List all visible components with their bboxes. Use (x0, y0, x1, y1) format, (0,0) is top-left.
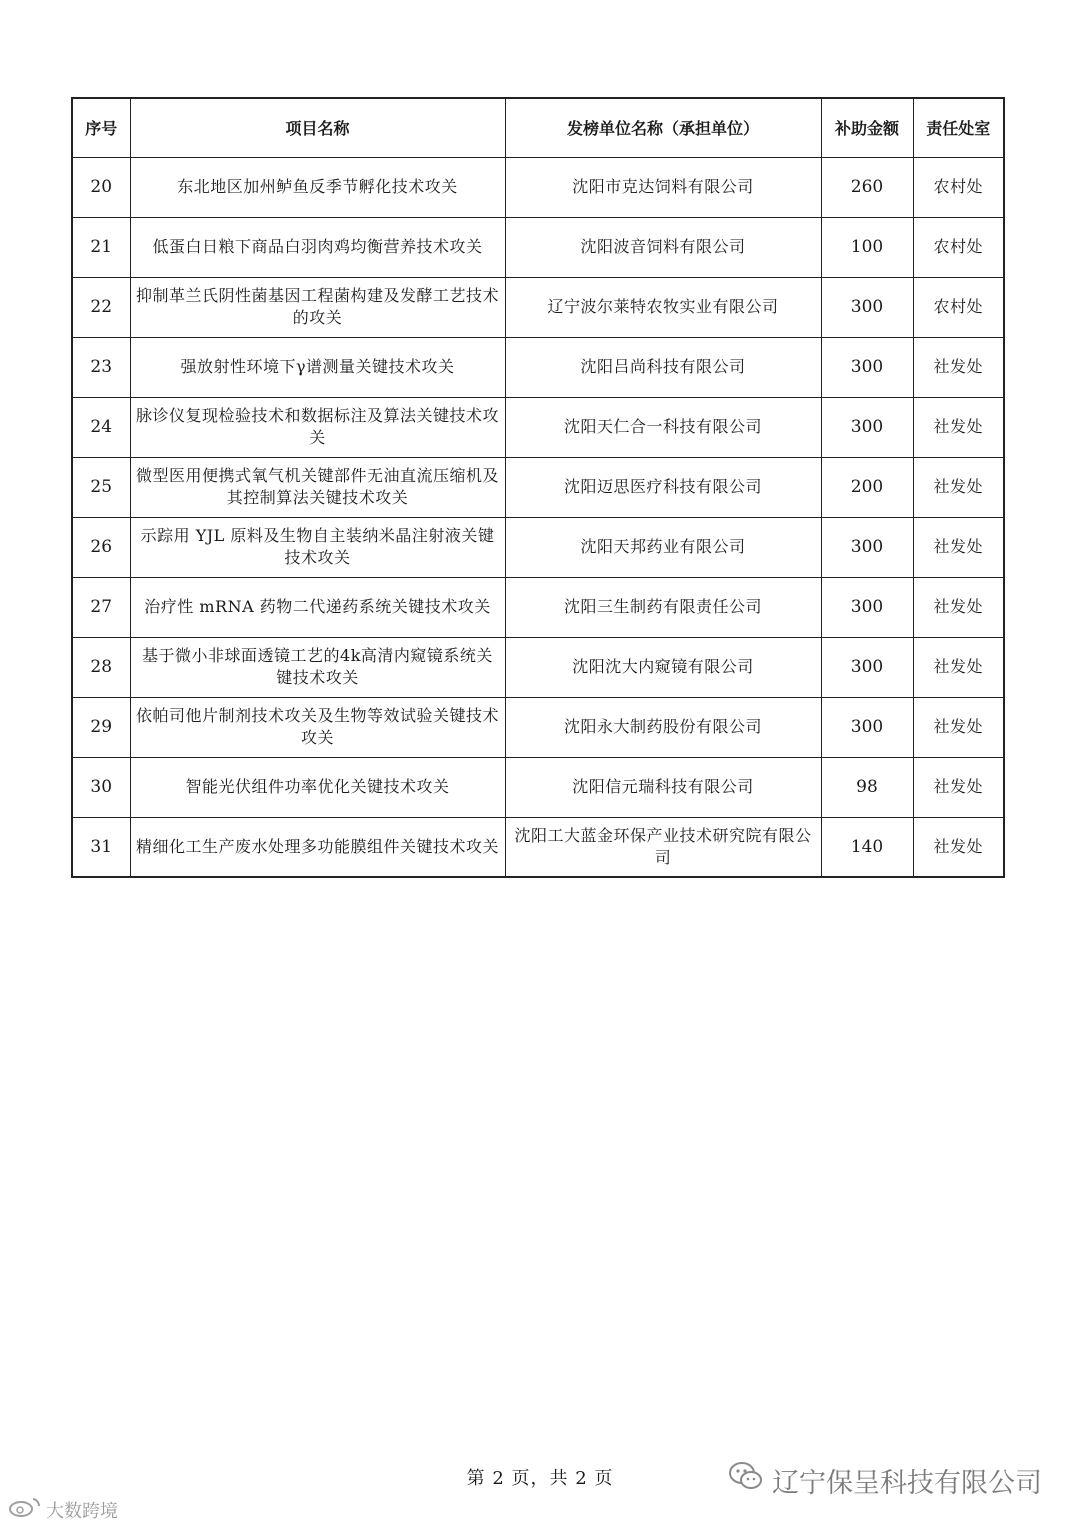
cell-project-name: 基于微小非球面透镜工艺的4k高清内窥镜系统关键技术攻关 (130, 637, 505, 697)
cell-amount: 300 (821, 697, 913, 757)
cell-unit: 沈阳吕尚科技有限公司 (505, 337, 821, 397)
cell-project-name: 智能光伏组件功率优化关键技术攻关 (130, 757, 505, 817)
cell-project-name: 依帕司他片制剂技术攻关及生物等效试验关键技术攻关 (130, 697, 505, 757)
cell-amount: 300 (821, 517, 913, 577)
cell-office: 农村处 (913, 157, 1004, 217)
table-row (72, 217, 1004, 277)
cell-no: 23 (72, 337, 130, 397)
header-project-name: 项目名称 (130, 98, 505, 157)
cell-amount: 100 (821, 217, 913, 277)
cell-no: 29 (72, 697, 130, 757)
table-row (72, 577, 1004, 637)
cell-no: 25 (72, 457, 130, 517)
cell-amount: 300 (821, 277, 913, 337)
table-row (72, 397, 1004, 457)
cell-office: 社发处 (913, 637, 1004, 697)
cell-amount: 300 (821, 397, 913, 457)
cell-no: 24 (72, 397, 130, 457)
table-row (72, 517, 1004, 577)
cell-unit: 沈阳波音饲料有限公司 (505, 217, 821, 277)
watermark-right-text: 辽宁保呈科技有限公司 (772, 1468, 1042, 1499)
cell-project-name: 低蛋白日粮下商品白羽肉鸡均衡营养技术攻关 (130, 217, 505, 277)
cell-office: 社发处 (913, 457, 1004, 517)
cell-amount: 260 (821, 157, 913, 217)
header-unit: 发榜单位名称（承担单位） (505, 98, 821, 157)
cell-amount: 300 (821, 577, 913, 637)
project-table (71, 97, 1005, 878)
cell-office: 社发处 (913, 757, 1004, 817)
table-row (72, 337, 1004, 397)
cell-no: 30 (72, 757, 130, 817)
cell-office: 农村处 (913, 277, 1004, 337)
cell-project-name: 微型医用便携式氧气机关键部件无油直流压缩机及其控制算法关键技术攻关 (130, 457, 505, 517)
cell-office: 农村处 (913, 217, 1004, 277)
cell-no: 27 (72, 577, 130, 637)
document-table-container (71, 97, 1003, 878)
cell-no: 26 (72, 517, 130, 577)
cell-unit: 沈阳天仁合一科技有限公司 (505, 397, 821, 457)
cell-amount: 140 (821, 817, 913, 877)
table-row (72, 157, 1004, 217)
cell-office: 社发处 (913, 817, 1004, 877)
table-row (72, 757, 1004, 817)
cell-no: 28 (72, 637, 130, 697)
cell-amount: 300 (821, 637, 913, 697)
header-no: 序号 (72, 98, 130, 157)
cell-project-name: 示踪用 YJL 原料及生物自主装纳米晶注射液关键技术攻关 (130, 517, 505, 577)
cell-project-name: 治疗性 mRNA 药物二代递药系统关键技术攻关 (130, 577, 505, 637)
cell-unit: 沈阳迈思医疗科技有限公司 (505, 457, 821, 517)
table-row (72, 457, 1004, 517)
cell-project-name: 强放射性环境下γ谱测量关键技术攻关 (130, 337, 505, 397)
cell-unit: 沈阳信元瑞科技有限公司 (505, 757, 821, 817)
cell-unit: 沈阳三生制药有限责任公司 (505, 577, 821, 637)
cell-project-name: 东北地区加州鲈鱼反季节孵化技术攻关 (130, 157, 505, 217)
table-row (72, 277, 1004, 337)
table-row (72, 697, 1004, 757)
watermark-left-text: 大数跨境 (46, 1500, 118, 1522)
cell-no: 21 (72, 217, 130, 277)
page-number: 第 2 页，共 2 页 (466, 1468, 614, 1489)
cell-unit: 沈阳永大制药股份有限公司 (505, 697, 821, 757)
header-amount: 补助金额 (821, 98, 913, 157)
cell-amount: 98 (821, 757, 913, 817)
table-row (72, 637, 1004, 697)
watermark-right (728, 1461, 1042, 1500)
cell-project-name: 脉诊仪复现检验技术和数据标注及算法关键技术攻关 (130, 397, 505, 457)
table-row (72, 817, 1004, 877)
cell-office: 社发处 (913, 697, 1004, 757)
cell-project-name: 精细化工生产废水处理多功能膜组件关键技术攻关 (130, 817, 505, 877)
cell-amount: 300 (821, 337, 913, 397)
cell-unit: 辽宁波尔莱特农牧实业有限公司 (505, 277, 821, 337)
header-office: 责任处室 (913, 98, 1004, 157)
cell-unit: 沈阳市克达饲料有限公司 (505, 157, 821, 217)
cell-project-name: 抑制革兰氏阴性菌基因工程菌构建及发酵工艺技术的攻关 (130, 277, 505, 337)
cell-unit: 沈阳天邦药业有限公司 (505, 517, 821, 577)
cell-amount: 200 (821, 457, 913, 517)
watermark-left (8, 1496, 118, 1523)
cell-unit: 沈阳沈大内窥镜有限公司 (505, 637, 821, 697)
cell-office: 社发处 (913, 577, 1004, 637)
cell-office: 社发处 (913, 397, 1004, 457)
table-body (72, 157, 1004, 877)
cell-office: 社发处 (913, 517, 1004, 577)
cell-no: 31 (72, 817, 130, 877)
table-header-row (72, 98, 1004, 157)
cell-office: 社发处 (913, 337, 1004, 397)
wechat-icon (728, 1461, 764, 1500)
cell-no: 22 (72, 277, 130, 337)
cell-no: 20 (72, 157, 130, 217)
cell-unit: 沈阳工大蓝金环保产业技术研究院有限公司 (505, 817, 821, 877)
weibo-icon (8, 1496, 42, 1523)
